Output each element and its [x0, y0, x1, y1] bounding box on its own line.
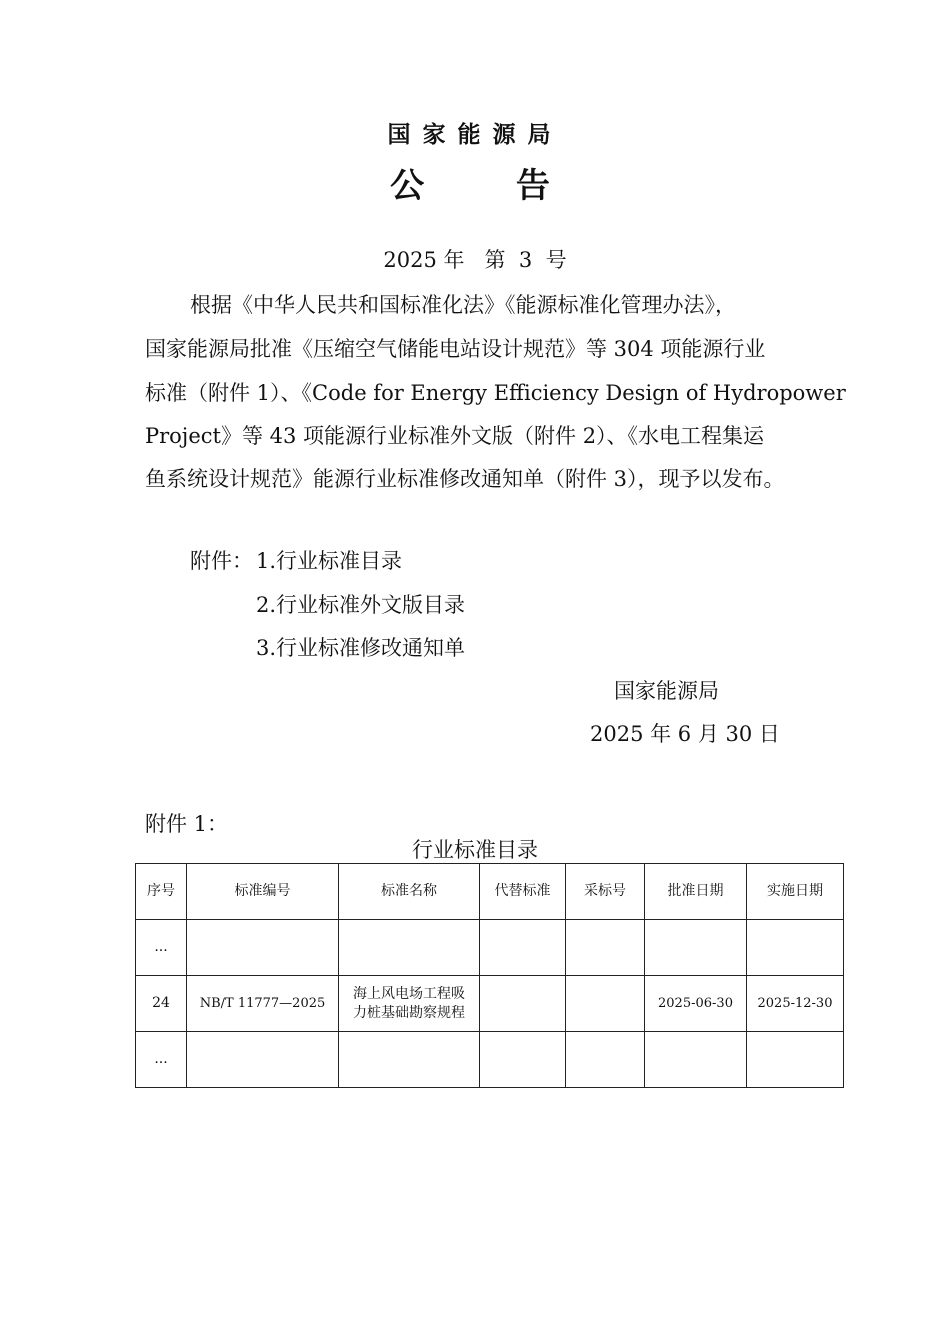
cell-replaces — [480, 1032, 566, 1088]
col-header-std-no: 标准编号 — [187, 864, 339, 920]
table-header-row — [136, 864, 844, 920]
document-type: 公 告 — [390, 166, 590, 206]
standards-table — [135, 863, 844, 1088]
cell-replaces — [480, 976, 566, 1032]
cell-adopted-no — [566, 976, 645, 1032]
issuer-title: 国家能源局 — [387, 122, 563, 148]
col-header-replaces: 代替标准 — [480, 864, 566, 920]
cell-effective-date: 2025-12-30 — [747, 976, 844, 1032]
cell-std-no — [187, 1032, 339, 1088]
body-line-3: 标准（附件 1）、《Code for Energy Efficiency Design of Hydropower — [145, 381, 846, 405]
cell-seq: ... — [136, 920, 187, 976]
col-header-effective-date: 实施日期 — [747, 864, 844, 920]
col-header-seq: 序号 — [136, 864, 187, 920]
cell-approval-date: 2025-06-30 — [645, 976, 747, 1032]
body-line-1: 根据《中华人民共和国标准化法》《能源标准化管理办法》， — [190, 293, 736, 317]
table-row — [136, 976, 844, 1032]
attachment-item-2: 2.行业标准外文版目录 — [256, 593, 466, 617]
col-header-adopted-no: 采标号 — [566, 864, 645, 920]
cell-effective-date — [747, 920, 844, 976]
body-line-5: 鱼系统设计规范》能源行业标准修改通知单（附件 3），现予以发布。 — [145, 467, 785, 491]
table-title: 行业标准目录 — [412, 838, 538, 862]
cell-std-name — [339, 1032, 480, 1088]
cell-std-name: 海上风电场工程吸力桩基础勘察规程 — [339, 976, 480, 1032]
body-line-4: Project》等 43 项能源行业标准外文版（附件 2）、《水电工程集运 — [145, 424, 765, 448]
cell-approval-date — [645, 920, 747, 976]
attachment-item-3: 3.行业标准修改通知单 — [256, 636, 466, 660]
table-row — [136, 1032, 844, 1088]
appendix-label: 附件 1： — [145, 812, 229, 836]
cell-approval-date — [645, 1032, 747, 1088]
attachments-label: 附件： — [190, 549, 253, 573]
cell-seq: ... — [136, 1032, 187, 1088]
col-header-std-name: 标准名称 — [339, 864, 480, 920]
cell-seq: 24 — [136, 976, 187, 1032]
cell-replaces — [480, 920, 566, 976]
body-line-2: 国家能源局批准《压缩空气储能电站设计规范》等 304 项能源行业 — [145, 337, 766, 361]
cell-std-no: NB/T 11777—2025 — [187, 976, 339, 1032]
document-number: 2025 年 第 3 号 — [383, 248, 567, 272]
col-header-approval-date: 批准日期 — [645, 864, 747, 920]
cell-std-name — [339, 920, 480, 976]
cell-std-no — [187, 920, 339, 976]
cell-effective-date — [747, 1032, 844, 1088]
table-row — [136, 920, 844, 976]
signature-org: 国家能源局 — [614, 679, 719, 703]
attachment-item-1: 1.行业标准目录 — [256, 549, 403, 573]
cell-adopted-no — [566, 920, 645, 976]
signature-date: 2025 年 6 月 30 日 — [590, 722, 780, 746]
cell-adopted-no — [566, 1032, 645, 1088]
